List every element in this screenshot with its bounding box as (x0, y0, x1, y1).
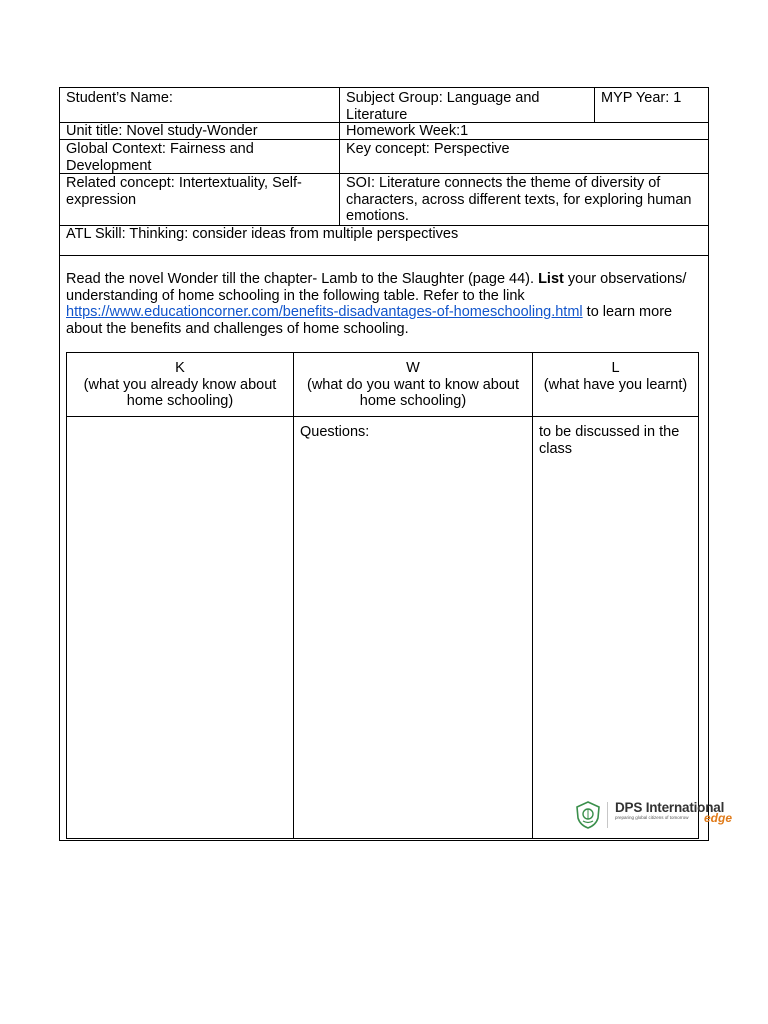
instructions-text-1: Read the novel Wonder till the chapter- Lamb to the Slaughter (page 44). (66, 271, 539, 287)
subject-group-cell: Subject Group: Language and Literature (346, 90, 540, 123)
logo-edge: edge (704, 811, 733, 825)
kwl-header-k (67, 360, 293, 410)
table-border (59, 87, 709, 88)
kwl-border (293, 352, 294, 839)
kwl-header-w (294, 360, 532, 410)
kwl-letter-l: L (611, 360, 620, 376)
dps-international-logo (574, 800, 734, 832)
kwl-border (698, 352, 699, 839)
kwl-border (66, 838, 699, 839)
kwl-desc-k: (what you already know about home schooling) (83, 376, 277, 409)
atl-skill-cell: ATL Skill: Thinking: consider ideas from multiple perspectives (66, 226, 459, 242)
table-border (339, 87, 340, 226)
instructions-bold-list: List (538, 271, 564, 287)
dps-emblem-icon (574, 800, 602, 830)
instructions-paragraph (66, 271, 700, 337)
table-border (59, 87, 60, 841)
kwl-cell-w[interactable]: Questions: (300, 424, 370, 440)
homeschooling-link[interactable]: https://www.educationcorner.com/benefits-disadvantages-of-homeschooling.html (66, 304, 583, 320)
kwl-border (66, 416, 699, 417)
myp-year-cell: MYP Year: 1 (601, 90, 682, 106)
instructions-text-3: to learn more about the benefits and challenges of home schooling. (66, 304, 673, 337)
homework-week-cell: Homework Week:1 (346, 123, 469, 139)
kwl-desc-l: (what have you learnt) (543, 376, 688, 393)
soi-cell: SOI: Literature connects the theme of diversity of characters, across different texts, for exploring human emotions. (346, 175, 692, 224)
kwl-desc-w: (what do you want to know about home schooling) (307, 376, 519, 409)
logo-tagline: preparing global citizens of tomorrow (615, 815, 689, 820)
kwl-border (532, 352, 533, 839)
kwl-cell-l[interactable]: to be discussed in the class (539, 424, 680, 457)
global-context-cell: Global Context: Fairness and Development (66, 141, 254, 174)
table-border (59, 840, 709, 841)
kwl-header-l (533, 360, 698, 393)
related-concept-cell: Related concept: Intertextuality, Self-expression (66, 175, 302, 208)
kwl-letter-k: K (175, 360, 185, 376)
table-border (594, 87, 595, 123)
kwl-border (66, 352, 67, 839)
kwl-border (66, 352, 699, 353)
table-border (708, 87, 709, 841)
kwl-letter-w: W (406, 360, 420, 376)
instructions-text-2: your observations/ understanding of home schooling in the following table. Refer to the link (66, 271, 687, 304)
table-border (59, 255, 709, 256)
students-name-label: Student’s Name: (66, 90, 173, 106)
key-concept-cell: Key concept: Perspective (346, 141, 510, 157)
unit-title-cell: Unit title: Novel study-Wonder (66, 123, 258, 139)
logo-divider (607, 802, 608, 828)
logo-name: DPS International (615, 800, 725, 815)
